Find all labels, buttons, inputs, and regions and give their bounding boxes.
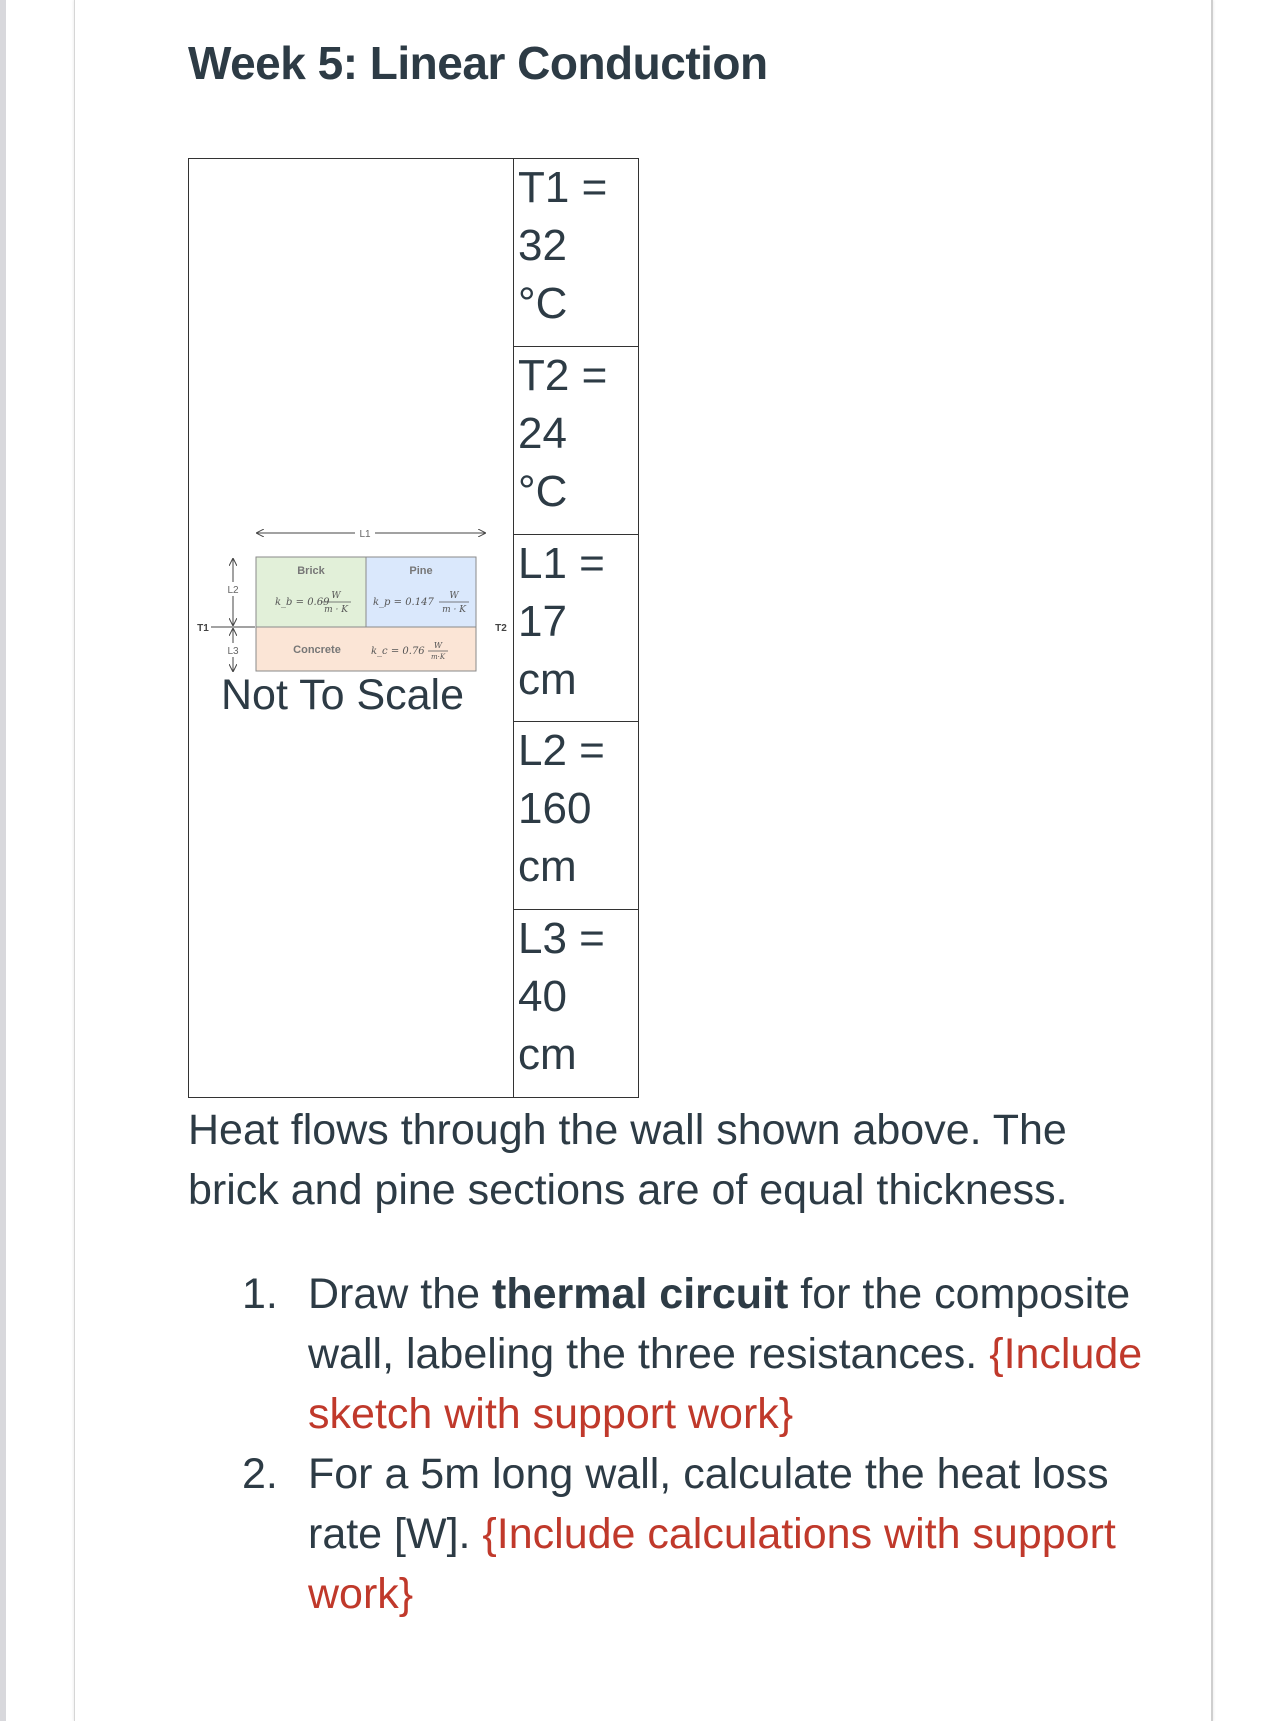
value-line: 32	[518, 221, 567, 270]
k-concrete-label: k_c = 0.76	[371, 646, 425, 657]
question-list	[242, 1264, 1172, 1624]
concrete-section	[256, 627, 476, 671]
value-line: °C	[518, 279, 568, 328]
question-text: for the composite wall, labeling the three resistances.	[308, 1270, 1131, 1378]
value-line: T1 =	[518, 163, 608, 212]
k-pine-unit-num: W	[449, 591, 459, 601]
question-text: Draw the	[308, 1270, 493, 1318]
l1-label: L1	[359, 529, 371, 540]
l2-label: L2	[227, 585, 239, 596]
content-table	[188, 158, 639, 1098]
question-item	[242, 1264, 1172, 1444]
l3-label: L3	[227, 646, 239, 657]
value-line: 40	[518, 972, 567, 1022]
question-text: For a 5m long wall, calculate the heat loss rate [W].	[308, 1450, 1109, 1558]
question-note: {Include sketch with support work}	[308, 1330, 1143, 1438]
value-line: cm	[518, 654, 577, 704]
page-title: Week 5: Linear Conduction	[188, 37, 768, 89]
t2-label: T2	[495, 623, 507, 634]
value-line: 160	[518, 784, 592, 834]
k-concrete-unit-num: W	[433, 641, 443, 650]
page-edge	[0, 0, 6, 1721]
pine-label: Pine	[409, 565, 433, 577]
k-pine-label: k_p = 0.147	[373, 597, 434, 608]
k-brick-unit-den: m · K	[324, 605, 348, 615]
brick-label: Brick	[297, 565, 325, 577]
k-pine-unit-den: m · K	[442, 605, 466, 615]
concrete-label: Concrete	[293, 644, 341, 656]
value-line: °C	[518, 466, 568, 516]
value-line: cm	[518, 842, 577, 892]
value-line: L1 =	[518, 538, 605, 588]
value-line: 17	[518, 596, 567, 646]
question-item	[242, 1444, 1172, 1624]
wall-figure	[189, 519, 513, 919]
question-number: 2.	[242, 1450, 278, 1498]
value-cell-l1	[514, 534, 639, 722]
question-note: {Include calculations with support work}	[308, 1510, 1116, 1618]
value-cell-l3	[514, 910, 639, 1098]
figure-cell	[189, 159, 514, 1098]
not-to-scale-note: Not To Scale	[221, 671, 465, 719]
question-number: 1.	[242, 1270, 278, 1318]
value-cell-t1	[514, 159, 639, 347]
value-line: L2 =	[518, 726, 605, 776]
value-line: L3 =	[518, 914, 605, 964]
k-brick-label: k_b = 0.69	[275, 597, 330, 608]
k-brick-unit-num: W	[331, 591, 341, 601]
value-cell-l2	[514, 722, 639, 910]
intro-paragraph: Heat flows through the wall shown above. The brick and pine sections are of equal thickness.	[188, 1106, 1068, 1214]
value-cell-t2	[514, 346, 639, 534]
value-line: 24	[518, 408, 567, 458]
t1-label: T1	[197, 623, 209, 634]
question-bold-term: thermal circuit	[492, 1270, 789, 1318]
value-line: T2 =	[518, 350, 608, 400]
k-concrete-unit-den: m·K	[430, 653, 446, 661]
value-line: cm	[518, 1030, 577, 1080]
